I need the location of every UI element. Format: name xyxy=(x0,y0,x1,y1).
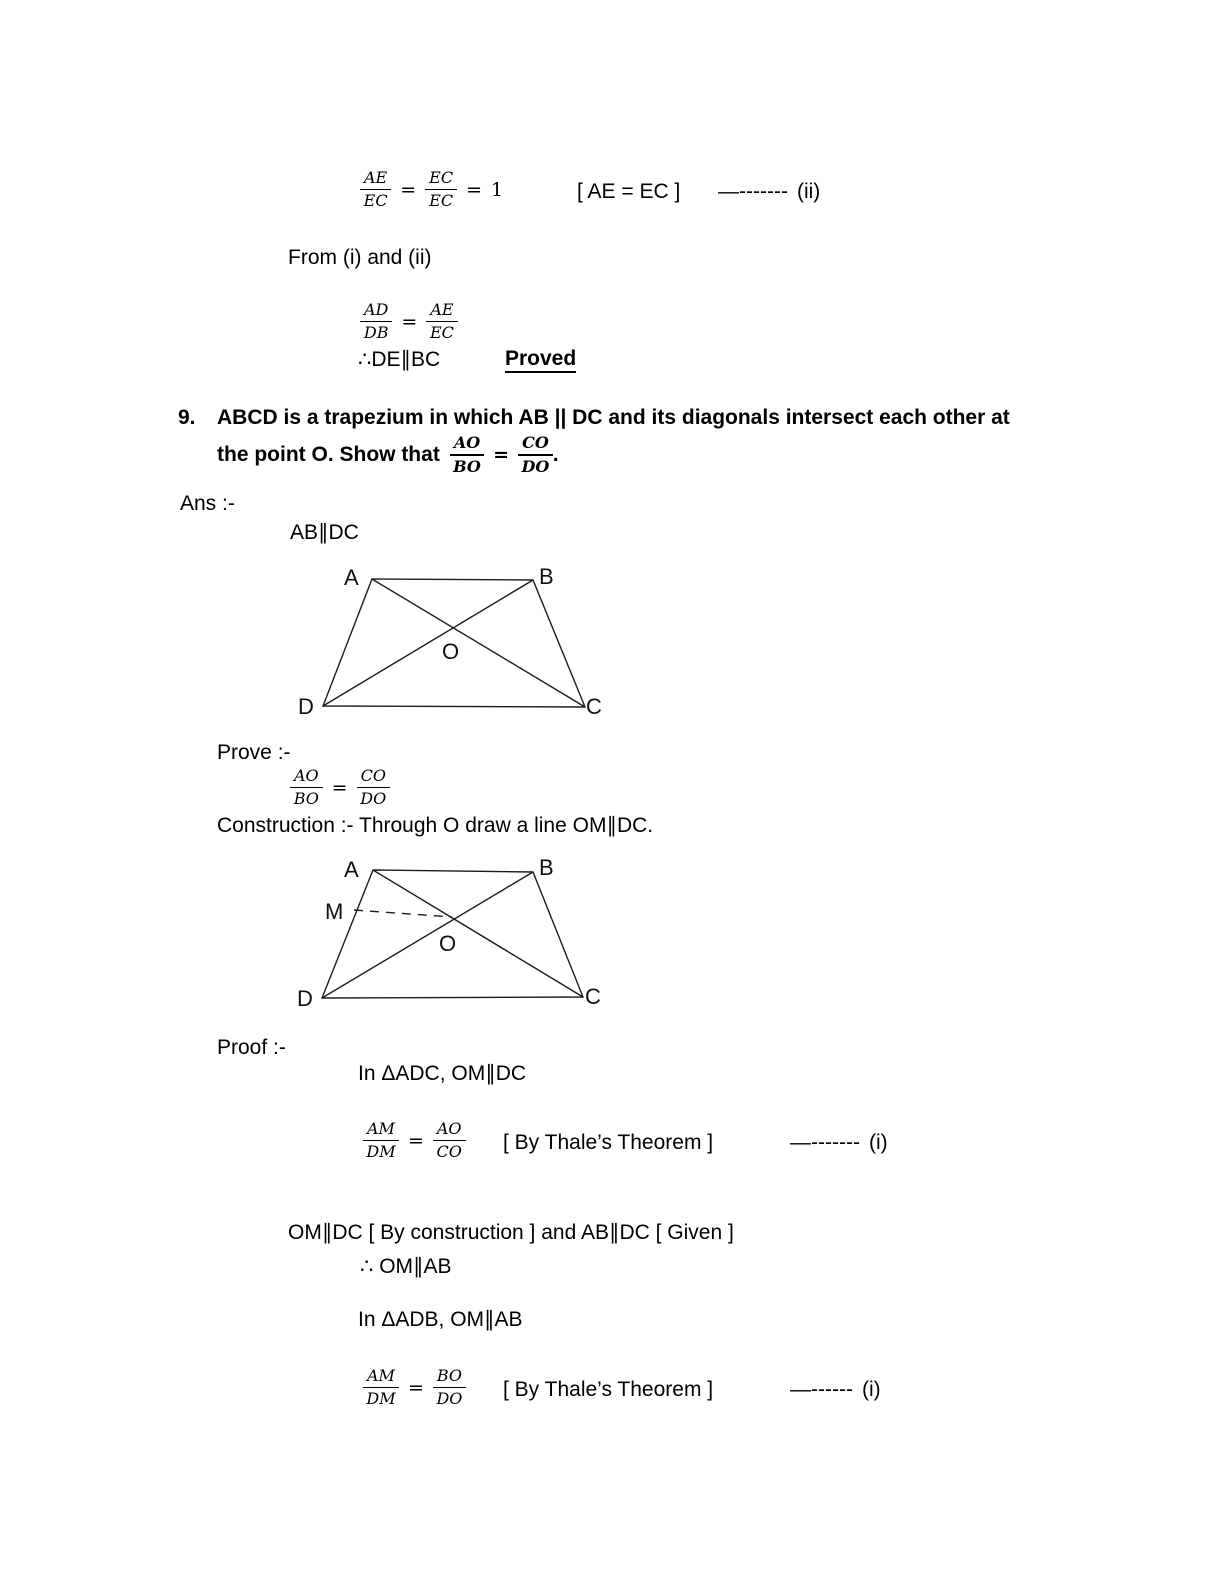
fraction-co-do: $\frac{CO}{DO}$ xyxy=(518,434,553,476)
equals-sign: = xyxy=(493,444,510,466)
vertex-label-b: B xyxy=(539,855,554,880)
construction-line-mo xyxy=(354,910,452,917)
question-line2-text: the point O. Show that xyxy=(217,443,440,466)
point-label-m: M xyxy=(325,899,344,924)
dash-line: —------- xyxy=(790,1131,860,1154)
proof-step-2b: ∴ OM∥AB xyxy=(360,1255,452,1278)
reference-label: (i) xyxy=(861,1378,881,1401)
dash-line: —------ xyxy=(790,1378,853,1401)
equals-sign: = xyxy=(466,178,482,201)
reference-i-2 xyxy=(790,1378,881,1402)
equation-final xyxy=(360,301,458,342)
question-number: 9. xyxy=(178,406,196,429)
proof-step-1: In ΔADC, OM∥DC xyxy=(358,1062,527,1085)
prove-equation xyxy=(290,767,390,808)
vertex-label-c: C xyxy=(585,984,601,1009)
proved-label: Proved xyxy=(505,347,576,371)
equation-step-1 xyxy=(363,1120,466,1161)
fraction-ao-bo-2: $\frac{AO}{BO}$ xyxy=(290,767,323,808)
equation-step-3 xyxy=(363,1367,466,1408)
fraction-ae-ec: $\frac{AE}{EC}$ xyxy=(360,169,391,210)
intersection-label-o: O xyxy=(442,639,460,664)
fraction-ec-ec: $\frac{EC}{EC}$ xyxy=(425,169,457,210)
vertex-label-c: C xyxy=(586,694,602,719)
reference-i-1 xyxy=(790,1131,888,1155)
trapezium-diagram-2 xyxy=(280,845,620,1020)
proof-step-2: OM∥DC [ By construction ] and AB∥DC [ Given ] xyxy=(288,1221,734,1244)
from-line: From (i) and (ii) xyxy=(288,246,432,269)
fraction-am-dm-2: $\frac{AM}{DM}$ xyxy=(363,1367,399,1408)
diagonal-ac xyxy=(373,870,583,997)
vertex-label-d: D xyxy=(297,986,313,1011)
fraction-ad-db: $\frac{AD}{DB}$ xyxy=(360,301,392,342)
trapezium-diagram-1 xyxy=(280,553,620,728)
justification-thales-2: [ By Thale’s Theorem ] xyxy=(503,1378,714,1401)
equals-sign: = xyxy=(331,776,348,799)
construction-line: Construction :- Through O draw a line OM∥DC. xyxy=(217,814,654,837)
fraction-ao-co: $\frac{AO}{CO}$ xyxy=(433,1120,466,1161)
fraction-ae-ec-2: $\frac{AE}{EC}$ xyxy=(426,301,457,342)
dash-line: —------- xyxy=(718,180,788,203)
question-line1: ABCD is a trapezium in which AB || DC and its diagonals intersect each other at xyxy=(217,406,1010,429)
fraction-co-do-2: $\frac{CO}{DO}$ xyxy=(357,767,390,808)
question-line2 xyxy=(217,434,559,476)
equals-sign: = xyxy=(401,310,418,333)
value-one: 1 xyxy=(491,178,504,201)
given-ab-parallel-dc: AB∥DC xyxy=(290,521,359,544)
prove-label: Prove :- xyxy=(217,741,291,764)
reference-ii xyxy=(718,180,820,204)
fraction-am-dm: $\frac{AM}{DM}$ xyxy=(363,1120,399,1161)
vertex-label-a: A xyxy=(344,565,359,590)
equals-sign: = xyxy=(407,1129,424,1152)
intersection-label-o: O xyxy=(439,931,457,956)
fraction-bo-do: $\frac{BO}{DO}$ xyxy=(433,1367,466,1408)
equals-sign: = xyxy=(407,1376,424,1399)
fraction-ao-bo: $\frac{AO}{BO}$ xyxy=(450,434,484,476)
equation-ii xyxy=(360,169,503,210)
vertex-label-d: D xyxy=(298,694,314,719)
diagonal-db xyxy=(322,872,533,998)
reference-label: (ii) xyxy=(796,180,821,203)
vertex-label-a: A xyxy=(344,857,359,882)
answer-label: Ans :- xyxy=(180,492,235,515)
diagonal-ac xyxy=(372,579,585,707)
justification-thales-1: [ By Thale’s Theorem ] xyxy=(503,1131,714,1154)
diagonal-db xyxy=(323,580,533,706)
question-period: . xyxy=(552,443,559,466)
justification-ae-ec: [ AE = EC ] xyxy=(577,180,681,203)
equals-sign: = xyxy=(400,178,417,201)
proof-step-3: In ΔADB, OM∥AB xyxy=(358,1308,523,1331)
vertex-label-b: B xyxy=(539,564,554,589)
reference-label: (i) xyxy=(868,1131,888,1154)
conclusion-de-parallel-bc: ∴DE∥BC xyxy=(358,348,441,371)
proof-label: Proof :- xyxy=(217,1036,286,1059)
